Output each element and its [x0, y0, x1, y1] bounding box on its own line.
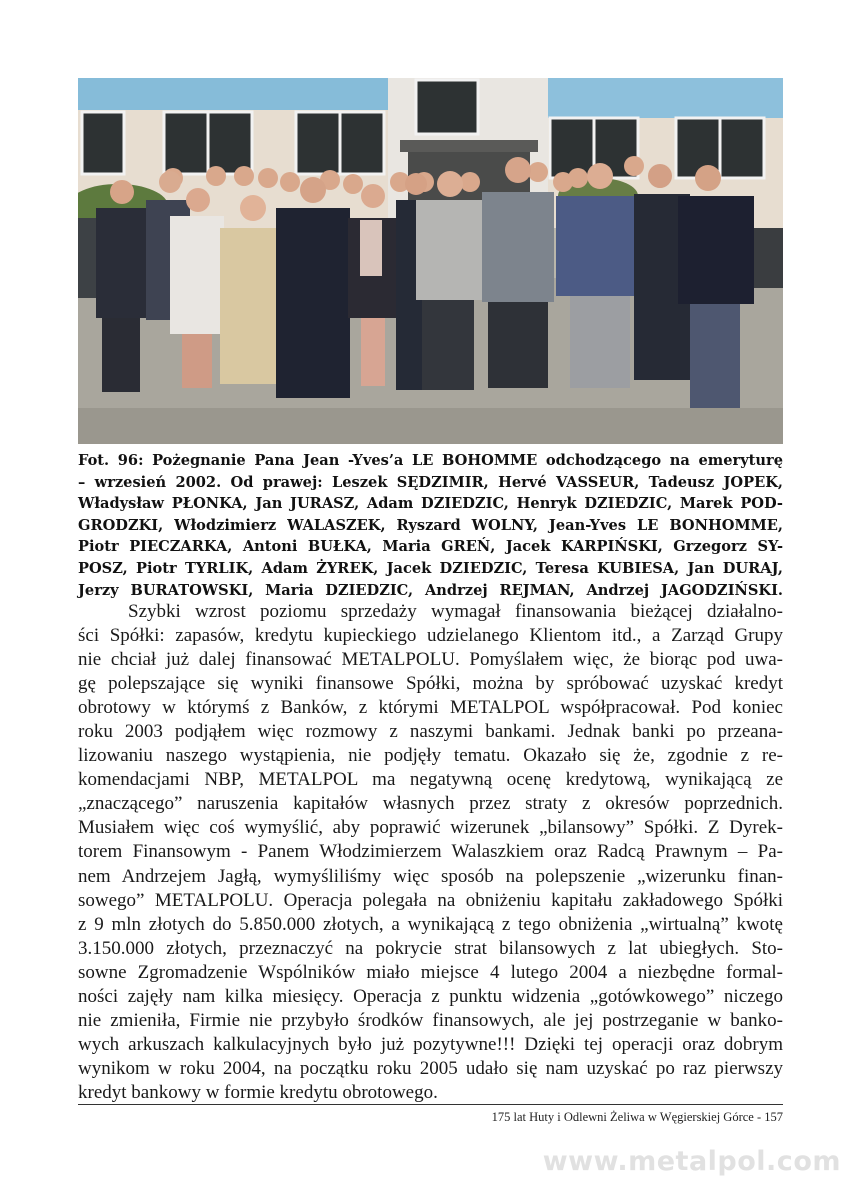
group-photo: [78, 78, 783, 444]
body-paragraph: [78, 600, 783, 1105]
body-line: torem Finansowym - Panem Włodzimierzem Walaszkiem oraz Radcą Prawnym – Pa-: [78, 841, 783, 863]
body-line: Musiałem więc coś wymyślić, aby poprawić wizerunek „bilansowy” Spółki. Z Dyrek-: [78, 817, 783, 839]
body-line: Szybki wzrost poziomu sprzedaży wymagał finansowania bieżącej działalno-: [128, 601, 783, 622]
body-line: 3.150.000 złotych, przeznaczyć na pokrycie strat bilansowych z lat ubiegłych. Sto-: [78, 937, 783, 959]
body-line: „znaczącego” naruszenia kapitałów własnych przez straty z okresów poprzednich.: [78, 793, 783, 815]
caption-line: POSZ, Piotr TYRLIK, Adam ŻYREK, Jacek DZIEDZIC, Teresa KUBIESA, Jan DURAJ,: [78, 559, 783, 577]
body-line: wynikom w roku 2004, na początku roku 2005 udało się nam uzyskać po raz pierwszy: [78, 1057, 783, 1079]
caption-line: Władysław PŁONKA, Jan JURASZ, Adam DZIEDZIC, Henryk DZIEDZIC, Marek POD-: [78, 495, 783, 513]
body-line: nem Andrzejem Jagłą, wymyśliliśmy więc sposób na polepszenie „wizerunku finan-: [78, 865, 783, 887]
caption-line: – wrzesień 2002. Od prawej: Leszek SĘDZIMIR, Hervé VASSEUR, Tadeusz JOPEK,: [78, 473, 783, 491]
body-line: z 9 mln złotych do 5.850.000 złotych, a wynikającą z tego obniżenia „wirtualną” kwotę: [78, 913, 783, 935]
body-line: gę polepszające się wyniki finansowe Spółki, można by spróbować uzyskać kredyt: [78, 673, 783, 695]
photo-caption: [78, 450, 783, 601]
body-line: komendacjami NBP, METALPOL ma negatywną ocenę kredytową, wynikającą ze: [78, 769, 783, 791]
body-line: nie chciał już dalej finansować METALPOLU. Pomyślałem więc, że biorąc pod uwa-: [78, 649, 783, 671]
body-line: sowego” METALPOLU. Operacja polegała na obniżeniu kapitału zakładowego Spółki: [78, 889, 783, 911]
caption-line: Piotr PIECZARKA, Antoni BUŁKA, Maria GREŃ, Jacek KARPIŃSKI, Grzegorz SY-: [78, 538, 783, 556]
body-line: nie zmieniła, Firmie nie przybyło środków finansowych, ale jej postrzeganie w banko-: [78, 1009, 783, 1031]
body-line: ści Spółki: zapasów, kredytu kupieckiego udzielanego Klientom itd., a Zarząd Grupy: [78, 625, 783, 647]
caption-line: Fot. 96: Pożegnanie Pana Jean -Yves’a LE BOHOMME odchodzącego na emeryturę: [78, 452, 783, 469]
caption-line: Jerzy BURATOWSKI, Maria DZIEDZIC, Andrzej REJMAN, Andrzej JAGODZIŃSKI.: [78, 581, 783, 599]
watermark-url: www.metalpol.com: [542, 1146, 841, 1177]
body-line: roku 2003 podjąłem więc rozmowy z naszymi bankami. Jednak banki po przeana-: [78, 721, 783, 743]
body-line: wych arkuszach kalkulacyjnych było już pozytywne!!! Dzięki tej operacji oraz dobrym: [78, 1033, 783, 1055]
body-line: obrotowy w którymś z Banków, z którymi METALPOL współpracował. Pod koniec: [78, 697, 783, 719]
group-photo-illustration: [78, 78, 783, 444]
body-line: sowne Zgromadzenie Wspólników miało miejsce 4 lutego 2004 a niezbędne formal-: [78, 961, 783, 983]
caption-line: GRODZKI, Włodzimierz WALASZEK, Ryszard WOLNY, Jean-Yves LE BONHOMME,: [78, 516, 783, 534]
body-line: lizowaniu naszego wystąpienia, nie podjęły tematu. Okazało się że, zgodnie z re-: [78, 745, 783, 767]
body-line: kredyt bankowy w formie kredytu obrotowego.: [78, 1081, 438, 1103]
page-footer: 175 lat Huty i Odlewni Żeliwa w Węgierskiej Górce - 157: [491, 1110, 783, 1124]
body-line: ności zajęły nam kilka miesięcy. Operacja z punktu widzenia „gotówkowego” niczego: [78, 985, 783, 1007]
footer-rule: [78, 1104, 783, 1105]
